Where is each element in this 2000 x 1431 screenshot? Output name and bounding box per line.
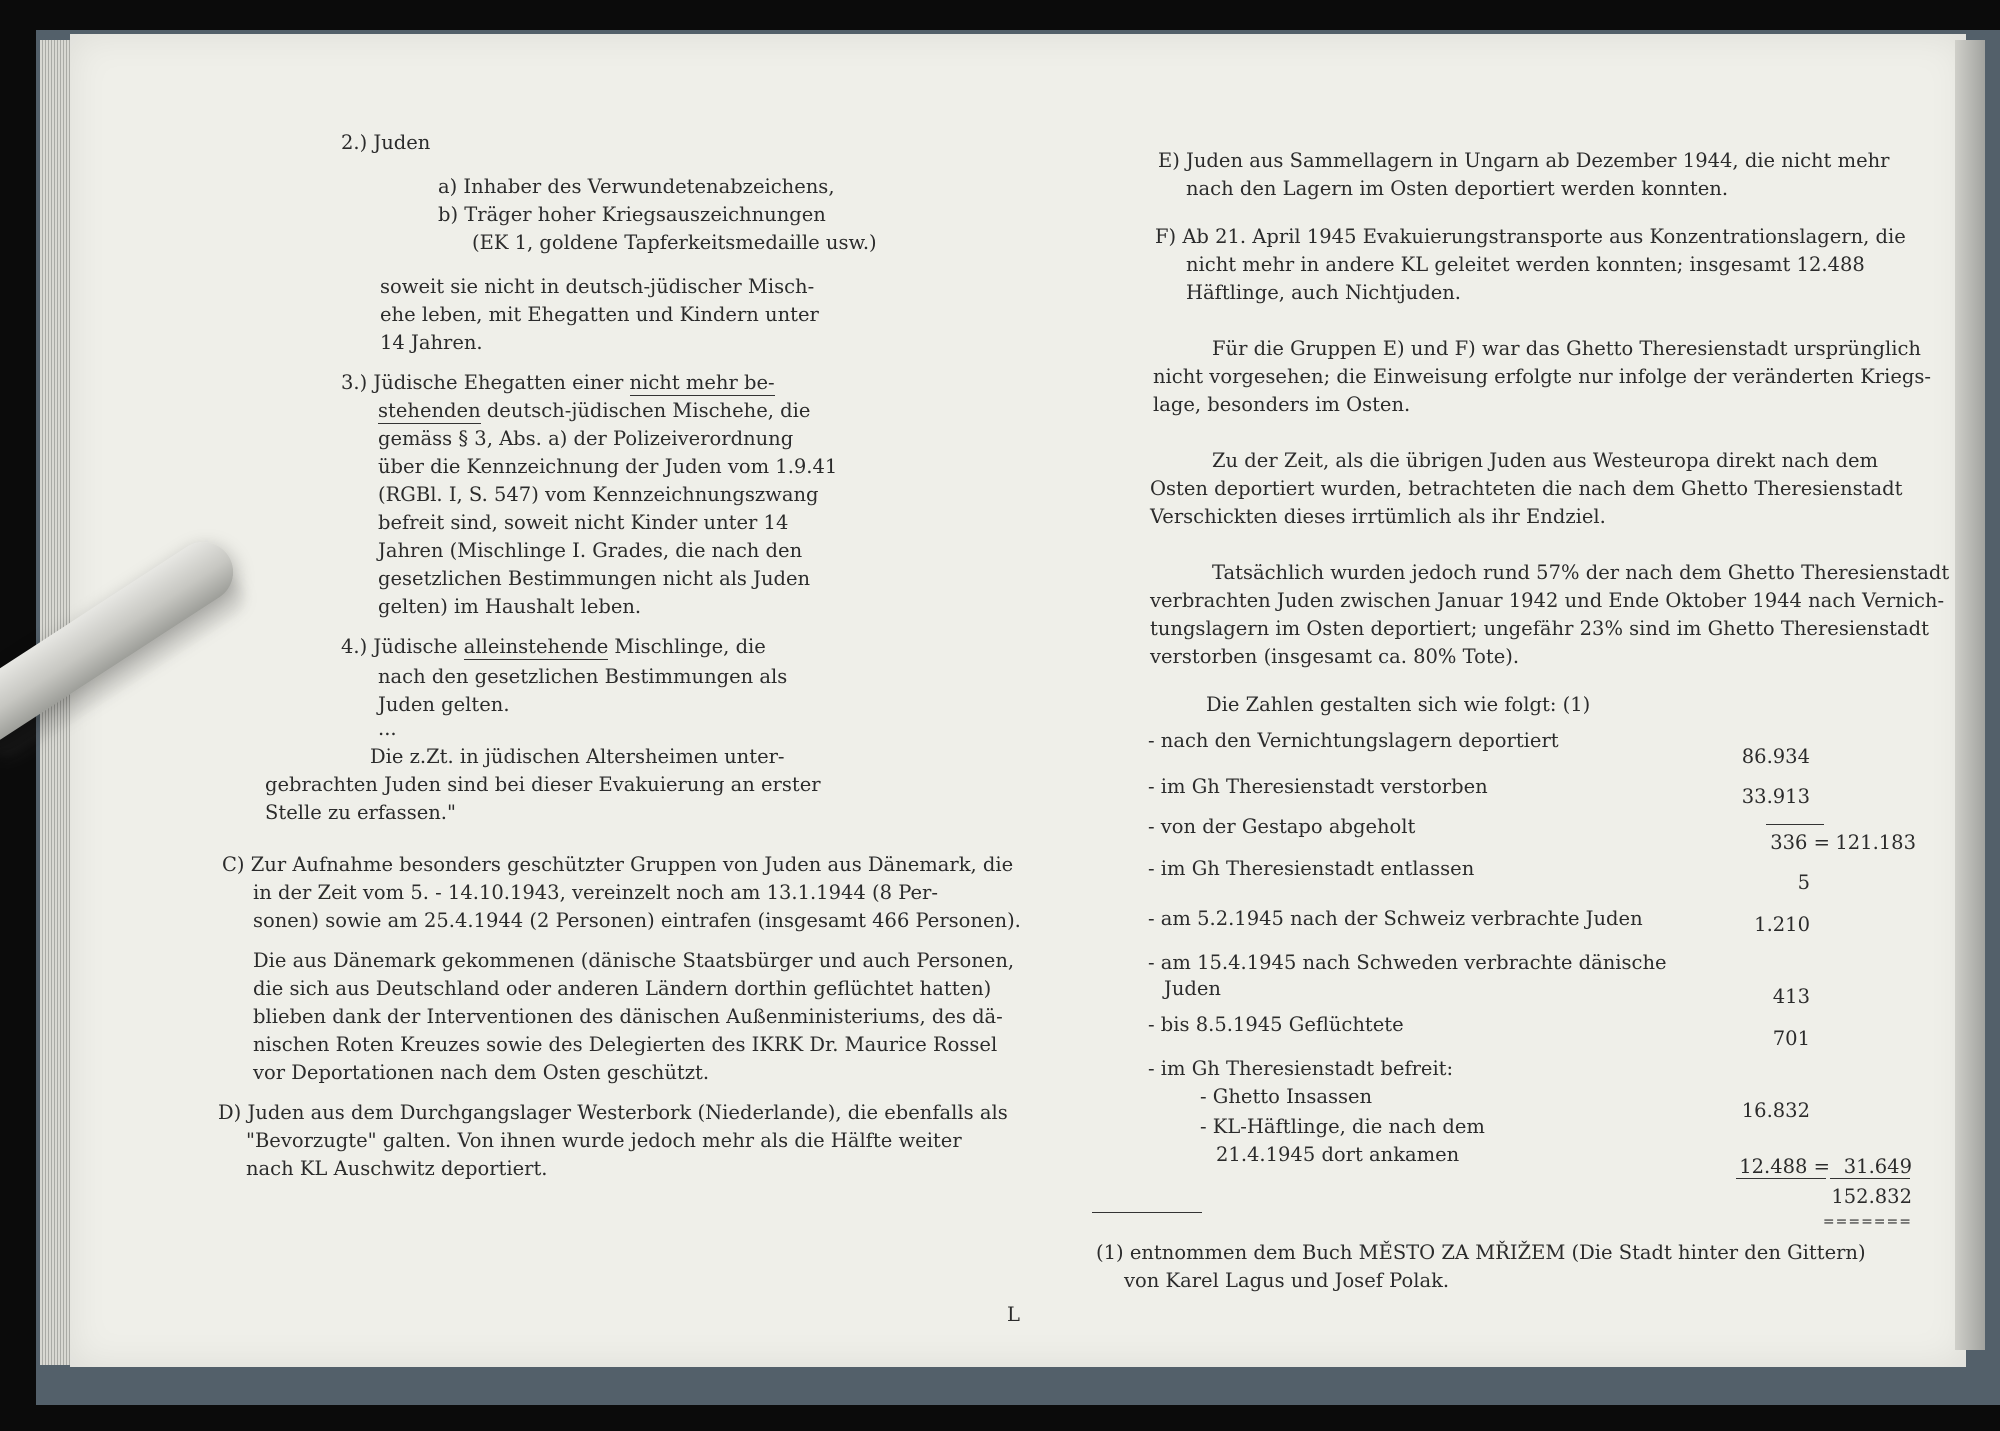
para-3-line: tungslagern im Osten deportiert; ungefähr 23% sind im Ghetto Theresienstadt <box>1150 617 1929 640</box>
stats-label: Juden <box>1164 977 1221 1000</box>
item-4-underlined: alleinstehende <box>463 635 609 658</box>
item-4-line: Juden gelten. <box>378 693 510 716</box>
subtotal-rule <box>1766 824 1824 825</box>
para-2-line: Osten deportiert wurden, betrachteten die nach dem Ghetto Theresienstadt <box>1150 477 1903 500</box>
item-4-heading-end: Mischlinge, die <box>608 635 766 658</box>
item-c-line: blieben dank der Interventionen des dänischen Außenministeriums, des dä- <box>253 1005 1003 1028</box>
quote-line: Stelle zu erfassen." <box>265 801 456 824</box>
item-f-line: Häftlinge, auch Nichtjuden. <box>1186 281 1461 304</box>
item-4-line: nach den gesetzlichen Bestimmungen als <box>378 665 788 688</box>
item-c-line: die sich aus Deutschland oder anderen Ländern dorthin geflüchtet hatten) <box>253 977 992 1000</box>
item-3-line2-text: deutsch-jüdischen Mischehe, die <box>480 399 811 422</box>
item-3-line: gemäss § 3, Abs. a) der Polizeiverordnung <box>378 427 794 450</box>
stats-label: 21.4.1945 dort ankamen <box>1216 1143 1460 1166</box>
item-c-line: nischen Roten Kreuzes sowie des Delegierten des IKRK Dr. Maurice Rossel <box>253 1033 998 1056</box>
stats-sum: 121.183 <box>1835 831 1916 854</box>
item-2-line: (EK 1, goldene Tapferkeitsmedaille usw.) <box>472 231 877 254</box>
subtotal-rule <box>1736 1178 1826 1179</box>
stats-label: - im Gh Theresienstadt befreit: <box>1148 1057 1454 1080</box>
para-3-line: verstorben (insgesamt ca. 80% Tote). <box>1150 645 1520 668</box>
stats-label: - am 15.4.1945 nach Schweden verbrachte dänische <box>1148 951 1667 974</box>
para-1-line: lage, besonders im Osten. <box>1153 393 1411 416</box>
item-2-line: ehe leben, mit Ehegatten und Kindern unter <box>380 303 819 326</box>
stats-value: 16.832 <box>1741 1099 1810 1122</box>
stats-intro: Die Zahlen gestalten sich wie folgt: (1) <box>1206 693 1591 716</box>
stats-value: 33.913 <box>1741 785 1810 808</box>
item-c-line: vor Deportationen nach dem Osten geschützt. <box>253 1061 710 1084</box>
item-2-line: a) Inhaber des Verwundetenabzeichens, <box>438 175 835 198</box>
para-1-line: Für die Gruppen E) und F) war das Ghetto Theresienstadt ursprünglich <box>1212 337 1921 360</box>
footnote-line: von Karel Lagus und Josef Polak. <box>1124 1269 1450 1292</box>
item-3-underlined: nicht mehr be- <box>629 371 775 394</box>
stats-value: 1.210 <box>1754 913 1810 936</box>
stats-label: - im Gh Theresienstadt verstorben <box>1148 775 1488 798</box>
item-2-line: soweit sie nicht in deutsch-jüdischer Misch- <box>380 275 815 298</box>
right-page-edge <box>1955 40 1985 1350</box>
grand-total: 152.832 <box>1831 1185 1912 1208</box>
stats-sum: 31.649 <box>1843 1155 1912 1178</box>
stats-value: 5 <box>1797 871 1810 894</box>
page-number: L <box>1007 1303 1020 1326</box>
item-3-line: über die Kennzeichnung der Juden vom 1.9.41 <box>378 455 838 478</box>
item-c-line: Die aus Dänemark gekommenen (dänische Staatsbürger und auch Personen, <box>253 949 1015 972</box>
item-3-heading-text: 3.) Jüdische Ehegatten einer <box>341 371 630 394</box>
para-2-line: Zu der Zeit, als die übrigen Juden aus Westeuropa direkt nach dem <box>1212 449 1878 472</box>
item-2-line: b) Träger hoher Kriegsauszeichnungen <box>438 203 826 226</box>
stats-value: 86.934 <box>1741 745 1810 768</box>
item-c-line: in der Zeit vom 5. - 14.10.1943, vereinzelt noch am 13.1.1944 (8 Per- <box>253 881 938 904</box>
item-4-heading <box>341 634 766 659</box>
para-1-line: nicht vorgesehen; die Einweisung erfolgte nur infolge der veränderten Kriegs- <box>1153 365 1931 388</box>
item-f-line: nicht mehr in andere KL geleitet werden konnten; insgesamt 12.488 <box>1186 253 1865 276</box>
stats-value: 413 <box>1772 985 1810 1008</box>
quote-line: Die z.Zt. in jüdischen Altersheimen unter- <box>370 745 785 768</box>
stats-label: - KL-Häftlinge, die nach dem <box>1200 1115 1485 1138</box>
double-underline: ======= <box>1822 1214 1912 1230</box>
item-e-line: E) Juden aus Sammellagern in Ungarn ab Dezember 1944, die nicht mehr <box>1158 149 1890 172</box>
item-d-line: D) Juden aus dem Durchgangslager Westerbork (Niederlande), die ebenfalls als <box>218 1101 1008 1124</box>
item-3-line: gesetzlichen Bestimmungen nicht als Juden <box>378 567 811 590</box>
item-4-heading-text: 4.) Jüdische <box>341 635 464 658</box>
item-3-line: Jahren (Mischlinge I. Grades, die nach den <box>378 539 803 562</box>
item-3-line: (RGBl. I, S. 547) vom Kennzeichnungszwang <box>378 483 819 506</box>
item-3-line: befreit sind, soweit nicht Kinder unter 14 <box>378 511 789 534</box>
footnote-rule <box>1092 1212 1202 1213</box>
item-4-line: ... <box>378 717 397 740</box>
stats-label: - Ghetto Insassen <box>1200 1085 1373 1108</box>
para-3-line: verbrachten Juden zwischen Januar 1942 und Ende Oktober 1944 nach Vernich- <box>1150 589 1945 612</box>
item-d-line: nach KL Auschwitz deportiert. <box>246 1157 548 1180</box>
stats-value: 701 <box>1772 1027 1810 1050</box>
item-c-line: C) Zur Aufnahme besonders geschützter Gruppen von Juden aus Dänemark, die <box>222 853 1014 876</box>
item-c-line: sonen) sowie am 25.4.1944 (2 Personen) eintrafen (insgesamt 466 Personen). <box>253 909 1021 932</box>
item-f-line: F) Ab 21. April 1945 Evakuierungstransporte aus Konzentrationslagern, die <box>1155 225 1906 248</box>
stats-label: - im Gh Theresienstadt entlassen <box>1148 857 1475 880</box>
para-2-line: Verschickten dieses irrtümlich als ihr Endziel. <box>1150 505 1606 528</box>
item-3-line <box>378 398 810 423</box>
item-d-line: "Bevorzugte" galten. Von ihnen wurde jedoch mehr als die Hälfte weiter <box>246 1129 962 1152</box>
stats-label: - nach den Vernichtungslagern deportiert <box>1148 729 1559 752</box>
footnote-line: (1) entnommen dem Buch MĚSTO ZA MŘIŽEM (Die Stadt hinter den Gittern) <box>1096 1241 1866 1264</box>
item-2-heading: 2.) Juden <box>341 131 431 154</box>
quote-line: gebrachten Juden sind bei dieser Evakuierung an erster <box>265 773 821 796</box>
item-e-line: nach den Lagern im Osten deportiert werden konnten. <box>1186 177 1729 200</box>
stats-value: 12.488 = <box>1739 1155 1830 1178</box>
item-3-underlined-2: stehenden <box>378 399 481 422</box>
stats-label: - am 5.2.1945 nach der Schweiz verbrachte Juden <box>1148 907 1643 930</box>
item-3-heading <box>341 370 775 395</box>
total-rule <box>1830 1178 1910 1179</box>
stats-label: - bis 8.5.1945 Geflüchtete <box>1148 1013 1404 1036</box>
item-3-line: gelten) im Haushalt leben. <box>378 595 642 618</box>
item-2-line: 14 Jahren. <box>380 331 483 354</box>
stats-value: 336 = <box>1770 831 1830 854</box>
stats-label: - von der Gestapo abgeholt <box>1148 815 1416 838</box>
para-3-line: Tatsächlich wurden jedoch rund 57% der nach dem Ghetto Theresienstadt <box>1212 561 1950 584</box>
